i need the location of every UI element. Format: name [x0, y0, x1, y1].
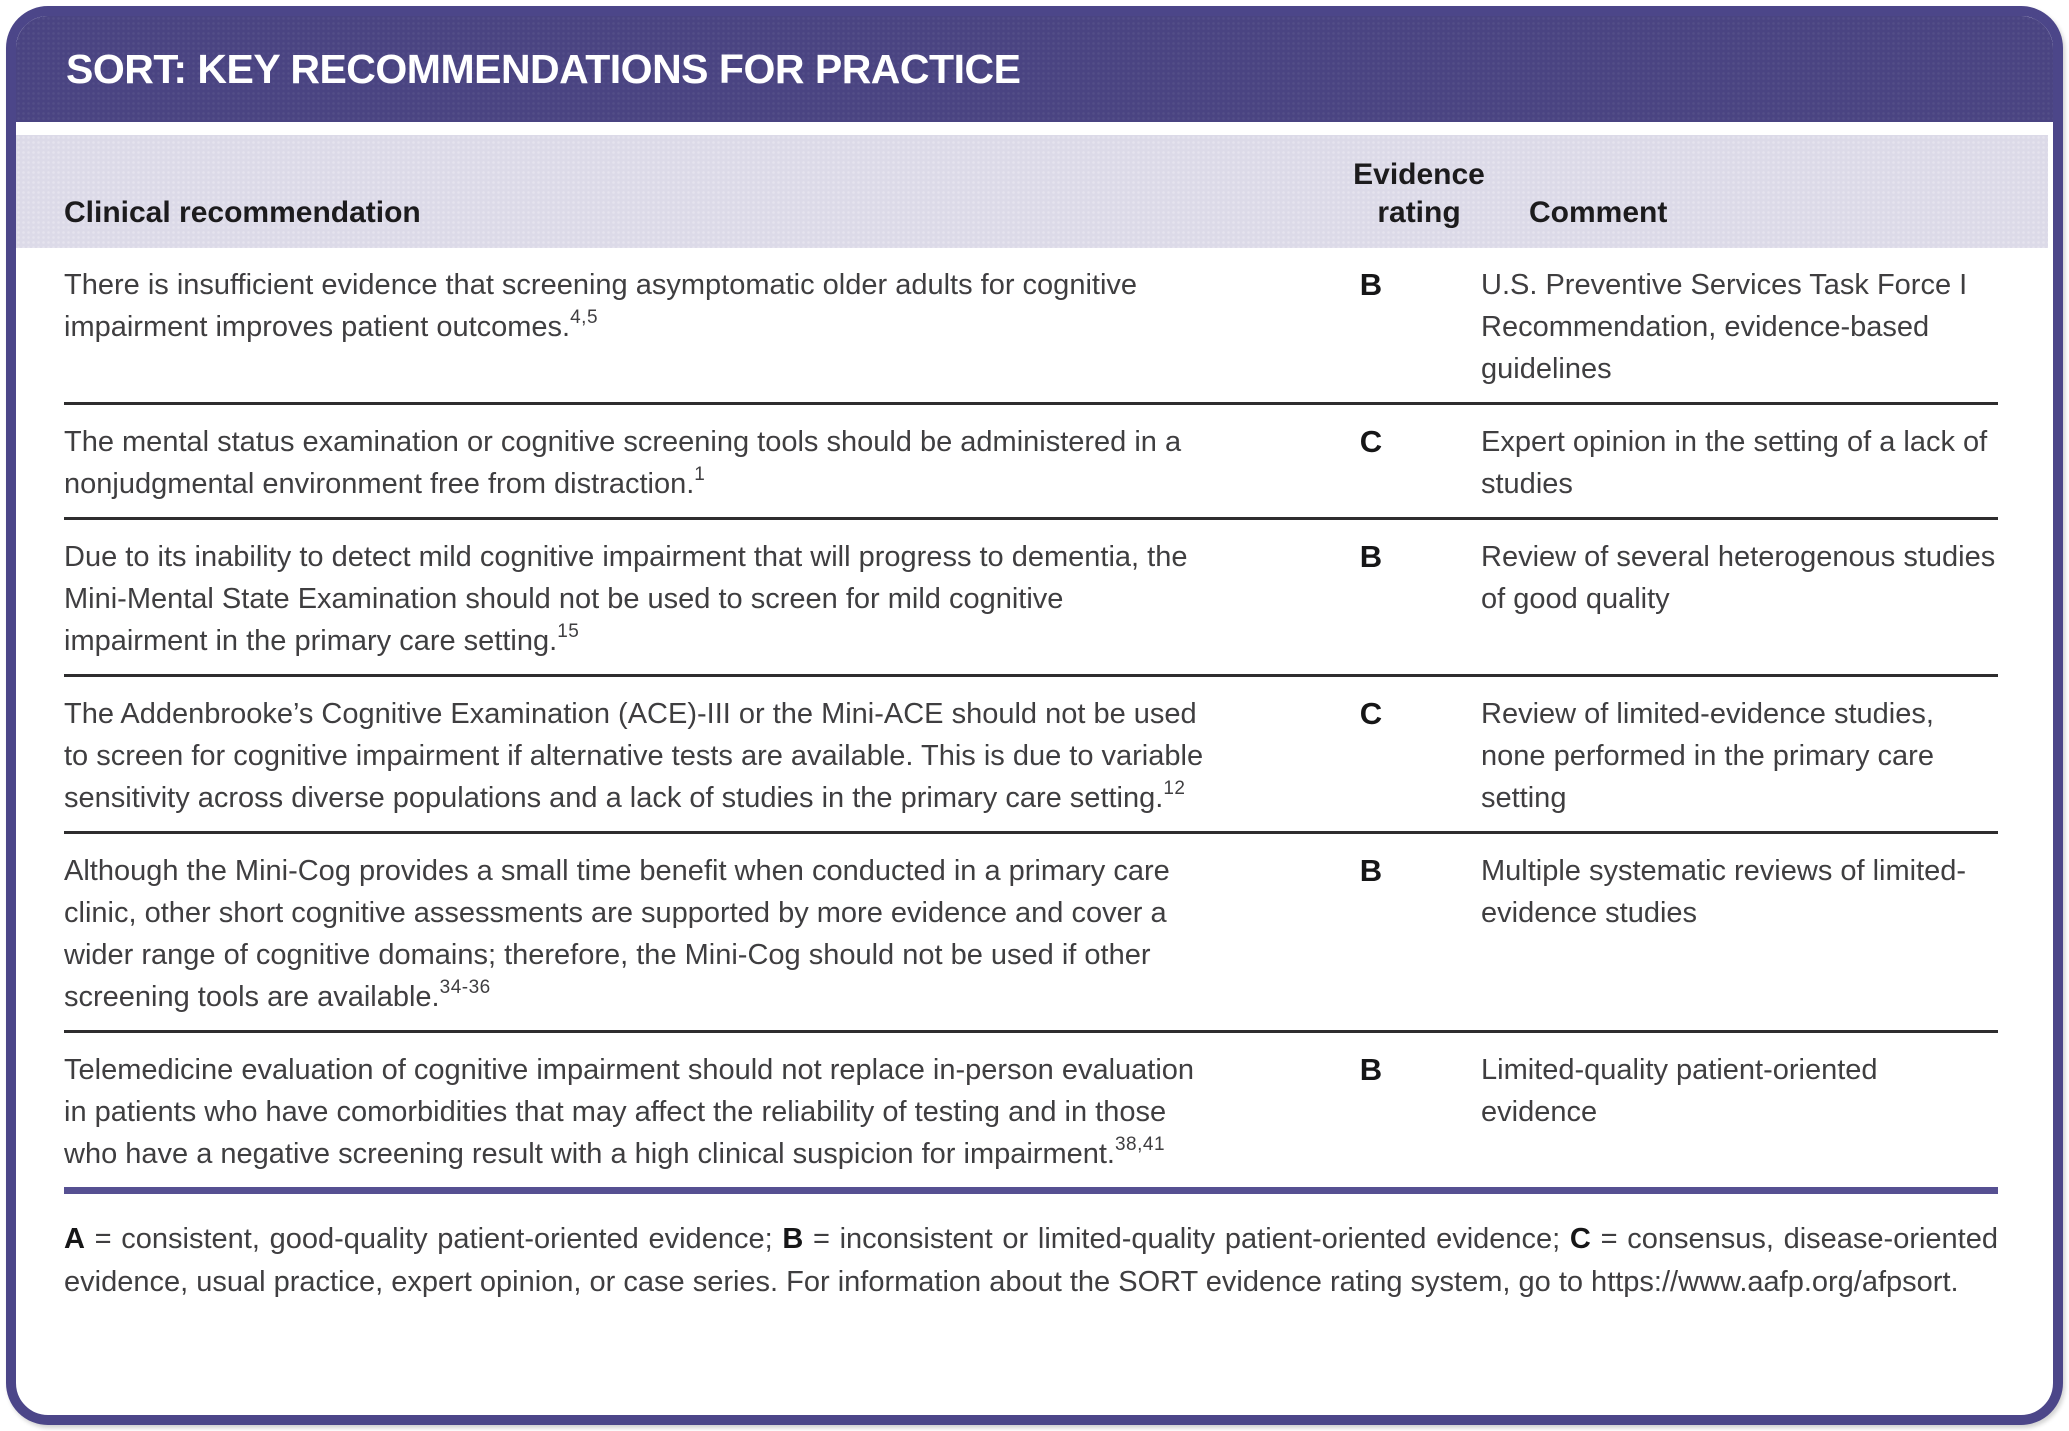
evidence-rating-cell: B	[1359, 267, 1383, 302]
table-row	[64, 1033, 1998, 1194]
evidence-rating-cell: B	[1359, 1052, 1383, 1087]
recommendation-cell: Due to its inability to detect mild cognitive impairment that will progress to dementia, the Mini-Mental State Examination should not be used to screen for mild cognitive impairment in the primary care setting.$^{15}$	[64, 541, 1188, 657]
table-row	[64, 248, 1998, 405]
table-row	[64, 834, 1998, 1033]
evidence-rating-cell: B	[1359, 539, 1383, 574]
table-body	[64, 248, 1998, 1194]
table-row	[64, 405, 1998, 520]
sort-footnote	[64, 1194, 1998, 1304]
comment-cell: Multiple systematic reviews of limited-evidence studies	[1481, 855, 1967, 929]
comment-cell: Limited-quality patient-oriented evidence	[1481, 1054, 1878, 1128]
comment-cell: Review of limited-evidence studies, none performed in the primary care setting	[1481, 698, 1934, 814]
recommendation-cell: Although the Mini-Cog provides a small time benefit when conducted in a primary care clinic, other short cognitive assessments are supported by more evidence and cover a wider range of cognitive domains; therefore, the Mini-Cog should not be used if other screening tools are available.$^{34-36}$	[64, 855, 1170, 1013]
sort-key-recommendations-table	[6, 6, 2063, 1425]
evidence-rating-cell: B	[1359, 853, 1383, 888]
table-title: SORT: KEY RECOMMENDATIONS FOR PRACTICE	[66, 45, 1021, 92]
comment-cell: Review of several heterogenous studies of good quality	[1481, 541, 1996, 615]
column-header-clinical-recommendation: Clinical recommendation	[64, 196, 421, 229]
footnote-text: = inconsistent or limited-quality patient-oriented evidence;	[803, 1223, 1570, 1255]
evidence-rating-cell: C	[1359, 424, 1383, 459]
table-row	[64, 520, 1998, 677]
reference-superscript: 38,41	[1114, 1134, 1166, 1155]
reference-superscript: 34-36	[439, 977, 491, 998]
evidence-rating-cell: C	[1359, 696, 1383, 731]
recommendation-cell: There is insufficient evidence that screening asymptomatic older adults for cognitive impairment improves patient outcomes.$^{4,5}$	[64, 269, 1138, 343]
table-title-bar	[16, 16, 2053, 122]
footnote-text: = consensus, disease-oriented evidence, usual practice, expert opinion, or case series. For information about the SORT evidence rating system, go to https://www.aafp.org/afpsort.	[64, 1223, 1998, 1298]
reference-superscript: 4,5	[570, 307, 599, 328]
table-row	[64, 677, 1998, 834]
rating-letter: B	[782, 1223, 804, 1255]
reference-superscript: 15	[557, 621, 580, 642]
footnote-text: = consistent, good-quality patient-oriented evidence;	[84, 1223, 783, 1255]
column-header-comment: Comment	[1529, 196, 1668, 229]
column-header-band	[16, 135, 2048, 248]
recommendation-cell: The mental status examination or cognitive screening tools should be administered in a nonjudgmental environment free from distraction.$^1$	[64, 426, 1182, 500]
reference-superscript: 12	[1163, 778, 1186, 799]
column-header-evidence-rating: Evidence rating	[1353, 158, 1485, 229]
rating-letter: C	[1569, 1223, 1591, 1255]
rating-letter: A	[64, 1223, 85, 1255]
recommendation-cell: The Addenbrooke’s Cognitive Examination (ACE)-III or the Mini-ACE should not be used to screen for cognitive impairment if alternative tests are available. This is due to variable sensitivity across diverse populations and a lack of studies in the primary care setting.$^{12}$	[64, 698, 1204, 814]
comment-cell: Expert opinion in the setting of a lack of studies	[1481, 426, 1988, 500]
recommendation-cell: Telemedicine evaluation of cognitive impairment should not replace in-person evaluation in patients who have comorbidities that may affect the reliability of testing and in those who have a negative screening result with a high clinical suspicion for impairment.$^{38,41}$	[64, 1054, 1195, 1170]
reference-superscript: 1	[694, 464, 706, 485]
title-band-gap	[16, 122, 2053, 135]
comment-cell: U.S. Preventive Services Task Force I Recommendation, evidence-based guidelines	[1481, 269, 1968, 385]
